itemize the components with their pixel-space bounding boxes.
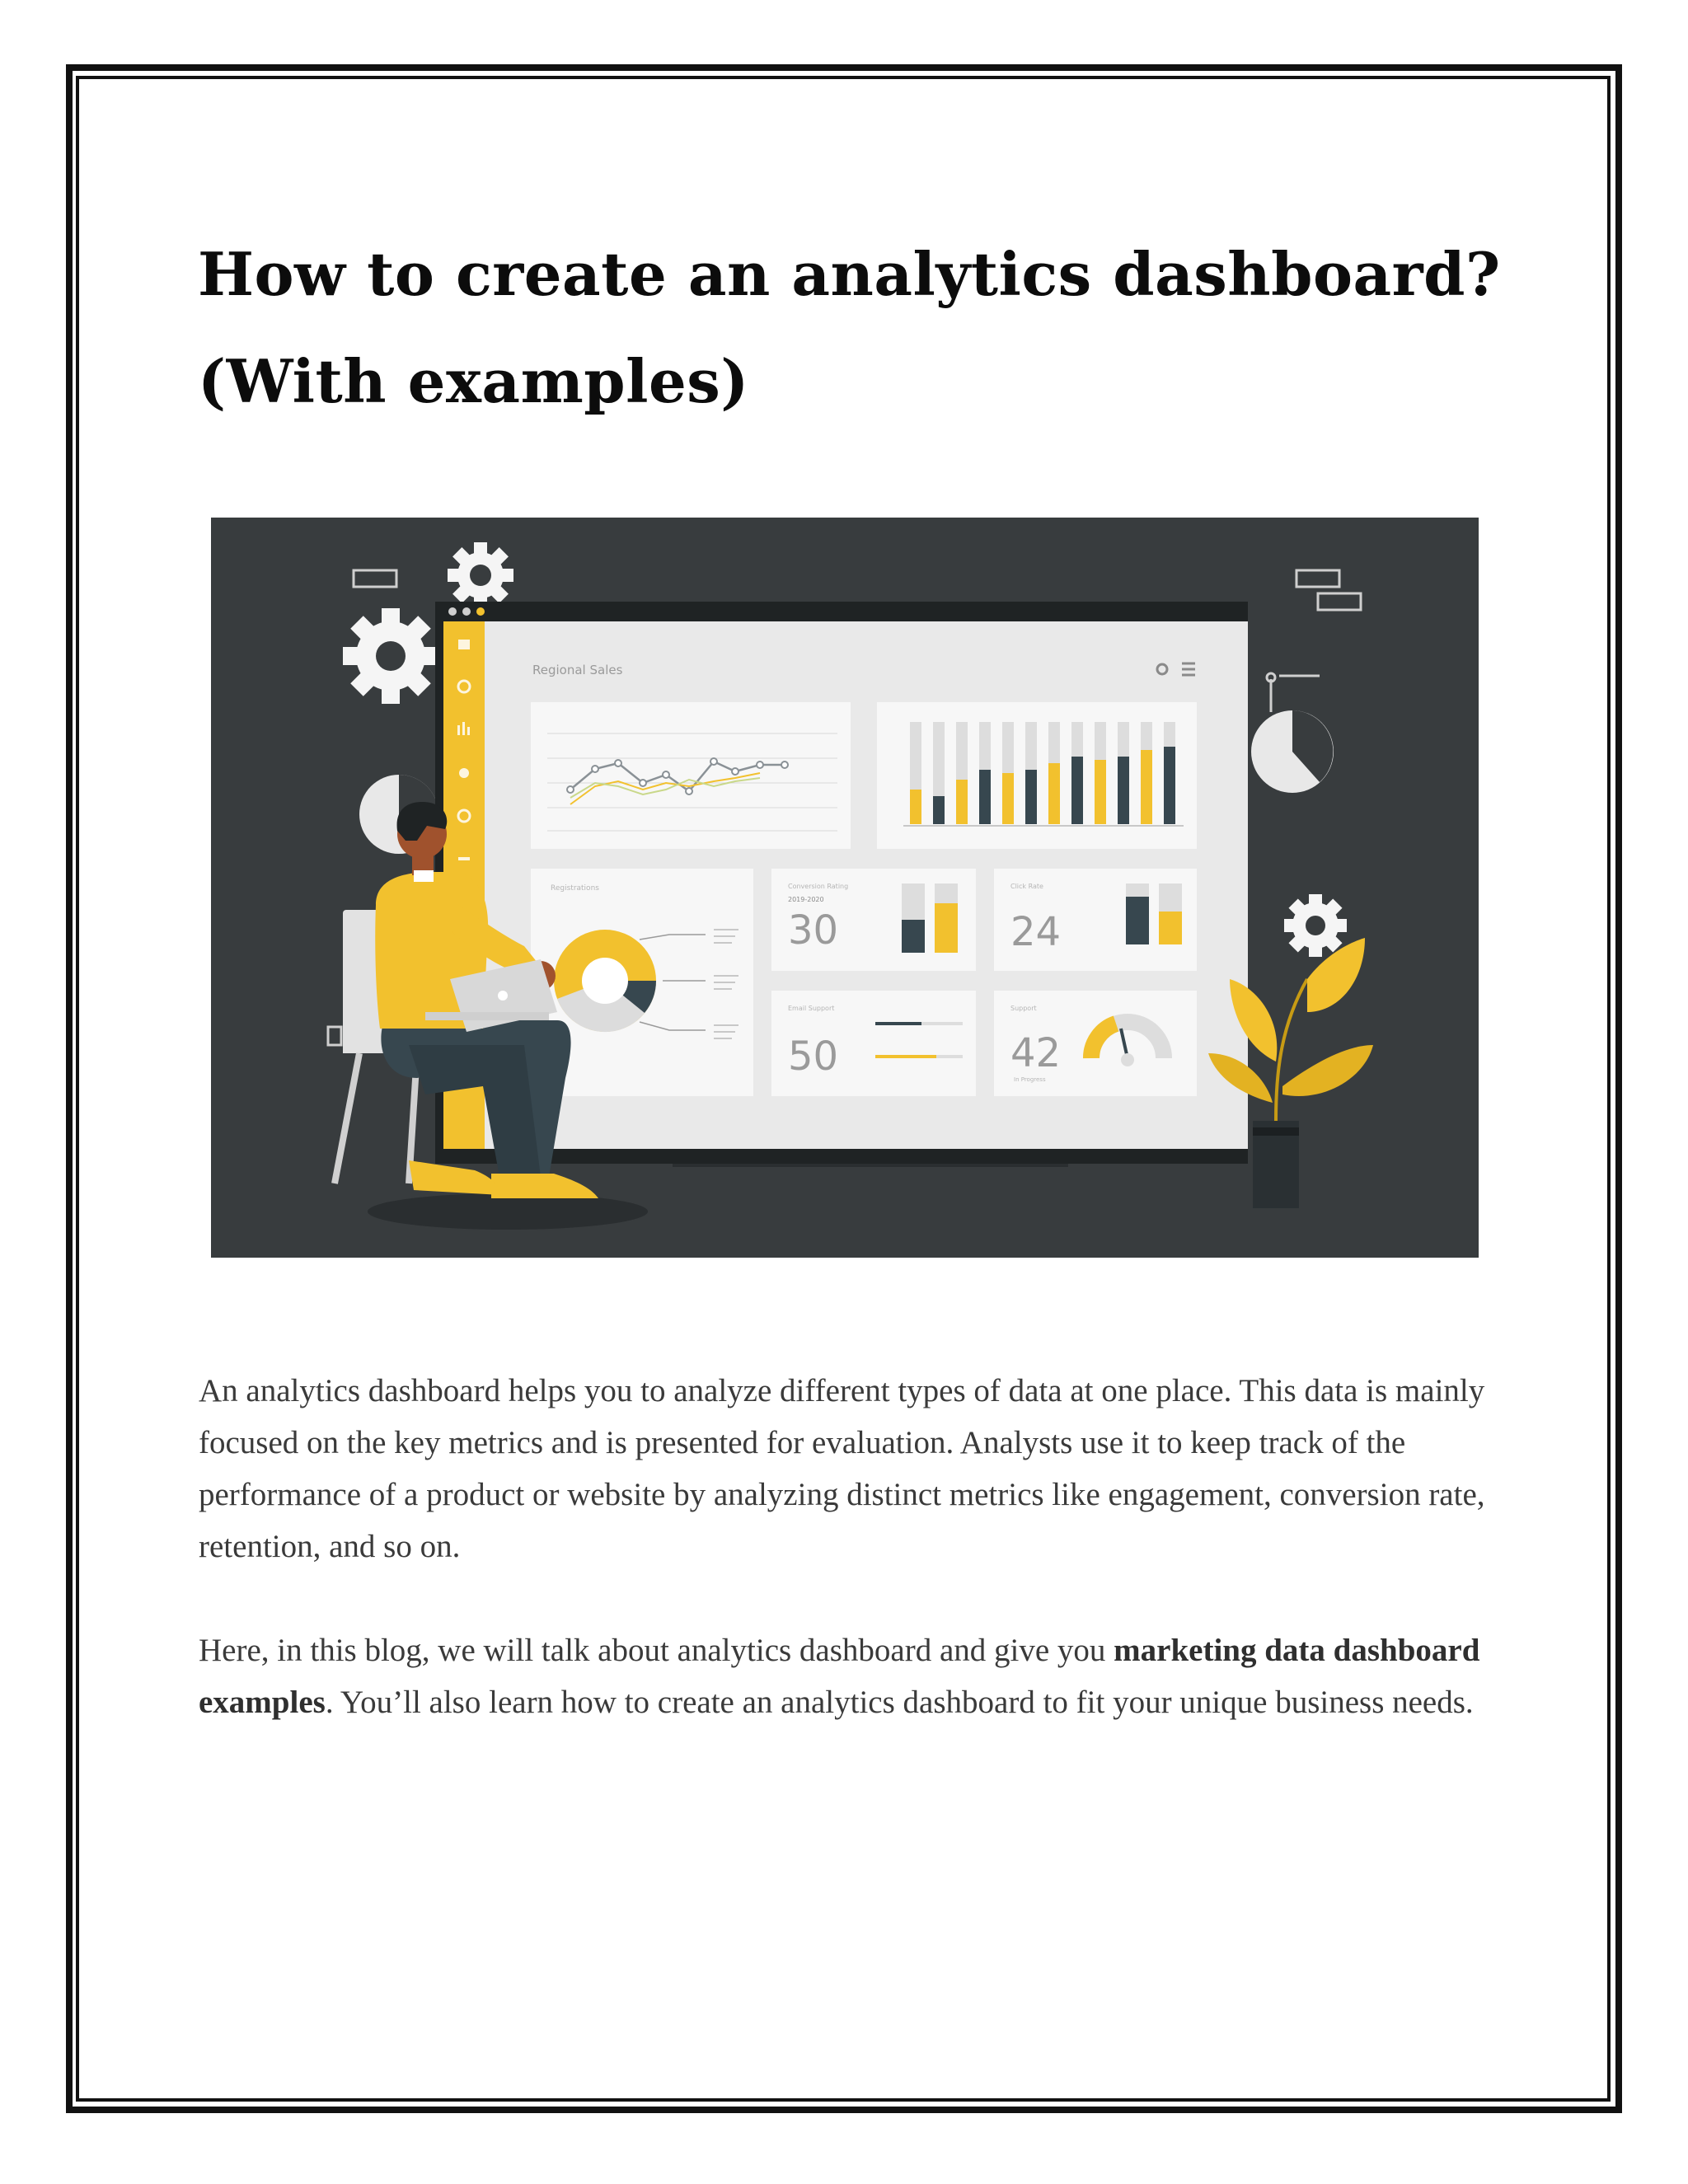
kpi-value: 42 <box>1010 1030 1062 1076</box>
gear-icon <box>448 542 513 608</box>
article-title <box>198 221 1517 435</box>
analytics-dashboard-illustration <box>211 518 1479 1258</box>
card-sublabel: 2019-2020 <box>788 896 824 903</box>
paragraph-text: . You’ll also learn how to create an analytics dashboard to fit your unique business needs. <box>325 1685 1474 1720</box>
card-sublabel: In Progress <box>1014 1076 1046 1083</box>
article-title-line-2: (With examples) <box>198 346 749 416</box>
intro-paragraph: An analytics dashboard helps you to analyze different types of data at one place. This data is mainly focused on the key metrics and is presented for evaluation. Analysts use it to keep track of the performance of a product or website by analyzing distinct metrics like engagement, conversion rate, retention, and so on. <box>199 1373 1485 1564</box>
gear-icon <box>1284 894 1347 957</box>
hero-illustration <box>211 518 1479 1258</box>
donut-chart <box>554 930 656 1032</box>
card-label: Email Support <box>788 1005 835 1012</box>
bold-phrase: marketing data dashboard examples <box>199 1633 1480 1720</box>
card-label: Click Rate <box>1010 883 1043 890</box>
kpi-value: 24 <box>1010 909 1062 955</box>
article-title-line-1: How to create an analytics dashboard? <box>198 239 1501 309</box>
paragraph-text: Here, in this blog, we will talk about analytics dashboard and give you <box>199 1633 1114 1668</box>
blog-overview-paragraph <box>199 1624 1509 1728</box>
card-label: Conversion Rating <box>788 883 849 890</box>
line-chart-card <box>531 702 851 849</box>
dashboard-title: Regional Sales <box>532 663 623 677</box>
gear-icon <box>343 608 438 704</box>
kpi-value: 30 <box>788 907 839 954</box>
kpi-value: 50 <box>788 1033 839 1080</box>
card-label: Registrations <box>551 884 599 893</box>
card-label: Support <box>1010 1005 1037 1012</box>
